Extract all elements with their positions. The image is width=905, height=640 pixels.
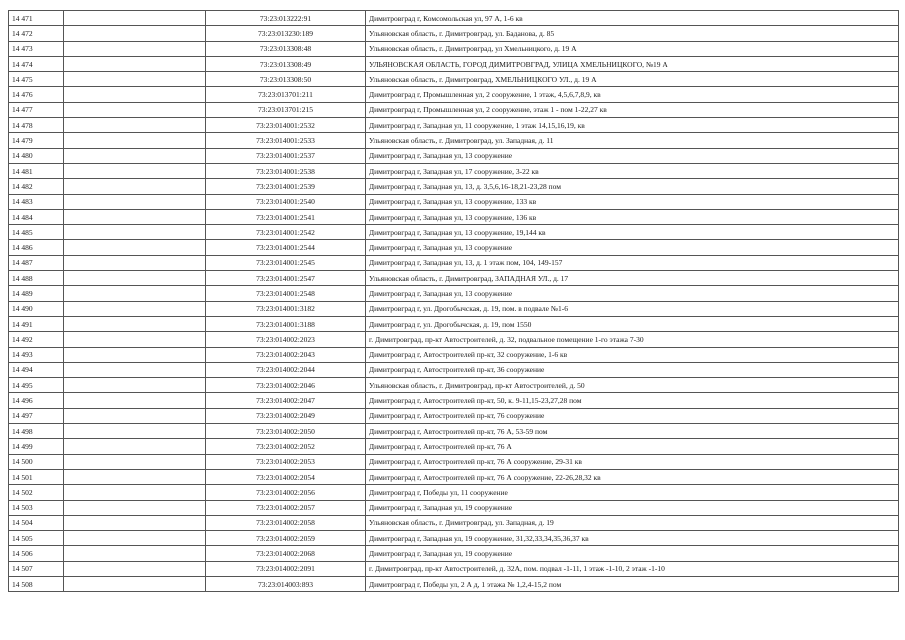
row-number-cell: 14 471 bbox=[9, 11, 64, 26]
cadastral-number-cell: 73:23:014001:2537 bbox=[206, 148, 366, 163]
empty-cell bbox=[64, 362, 206, 377]
empty-cell bbox=[64, 332, 206, 347]
table-row bbox=[9, 240, 899, 255]
address-cell: г. Димитровград, пр-кт Автостроителей, д. 32А, пом. подвал -1-11, 1 этаж -1-10, 2 этаж -1-10 bbox=[366, 561, 899, 576]
cadastral-number-cell: 73:23:014002:2043 bbox=[206, 347, 366, 362]
empty-cell bbox=[64, 255, 206, 270]
cadastral-number-cell: 73:23:014001:2542 bbox=[206, 225, 366, 240]
cadastral-number-cell: 73:23:014001:2540 bbox=[206, 194, 366, 209]
row-number-cell: 14 489 bbox=[9, 286, 64, 301]
table-row bbox=[9, 163, 899, 178]
address-cell: Димитровград г, ул. Дрогобычская, д. 19, пом 1550 bbox=[366, 316, 899, 331]
row-number-cell: 14 494 bbox=[9, 362, 64, 377]
row-number-cell: 14 476 bbox=[9, 87, 64, 102]
empty-cell bbox=[64, 316, 206, 331]
address-cell: Димитровград г, Западная ул, 17 сооружение, 3-22 кв bbox=[366, 163, 899, 178]
cadastral-number-cell: 73:23:013701:211 bbox=[206, 87, 366, 102]
cadastral-number-cell: 73:23:014002:2046 bbox=[206, 378, 366, 393]
row-number-cell: 14 492 bbox=[9, 332, 64, 347]
cadastral-number-cell: 73:23:014003:893 bbox=[206, 576, 366, 591]
empty-cell bbox=[64, 118, 206, 133]
empty-cell bbox=[64, 347, 206, 362]
address-cell: Димитровград г, Автостроителей пр-кт, 76 А bbox=[366, 439, 899, 454]
row-number-cell: 14 488 bbox=[9, 271, 64, 286]
cadastral-number-cell: 73:23:014002:2091 bbox=[206, 561, 366, 576]
cadastral-number-cell: 73:23:014002:2059 bbox=[206, 531, 366, 546]
address-cell: Димитровград г, Западная ул, 13 сооружение bbox=[366, 286, 899, 301]
address-cell: Ульяновская область, г. Димитровград, ул Хмельницкого, д. 19 А bbox=[366, 41, 899, 56]
address-cell: Димитровград г, Комсомольская ул, 97 А, 1-6 кв bbox=[366, 11, 899, 26]
register-table bbox=[8, 10, 899, 592]
table-row bbox=[9, 485, 899, 500]
cadastral-number-cell: 73:23:014001:2539 bbox=[206, 179, 366, 194]
cadastral-number-cell: 73:23:014002:2044 bbox=[206, 362, 366, 377]
cadastral-number-cell: 73:23:013230:189 bbox=[206, 26, 366, 41]
empty-cell bbox=[64, 56, 206, 71]
row-number-cell: 14 479 bbox=[9, 133, 64, 148]
table-row bbox=[9, 546, 899, 561]
table-row bbox=[9, 378, 899, 393]
address-cell: Димитровград г, Западная ул, 13, д. 3,5,6,16-18,21-23,28 пом bbox=[366, 179, 899, 194]
address-cell: Димитровград г, Промышленная ул, 2 сооружение, 1 этаж, 4,5,6,7,8,9, кв bbox=[366, 87, 899, 102]
table-row bbox=[9, 102, 899, 117]
row-number-cell: 14 484 bbox=[9, 209, 64, 224]
table-row bbox=[9, 531, 899, 546]
cadastral-number-cell: 73:23:014001:2548 bbox=[206, 286, 366, 301]
address-cell: Димитровград г, Автостроителей пр-кт, 76 А, 53-59 пом bbox=[366, 424, 899, 439]
row-number-cell: 14 497 bbox=[9, 408, 64, 423]
table-row bbox=[9, 500, 899, 515]
table-row bbox=[9, 11, 899, 26]
table-row bbox=[9, 393, 899, 408]
table-row bbox=[9, 72, 899, 87]
table-row bbox=[9, 332, 899, 347]
table-row bbox=[9, 41, 899, 56]
row-number-cell: 14 503 bbox=[9, 500, 64, 515]
table-row bbox=[9, 26, 899, 41]
row-number-cell: 14 478 bbox=[9, 118, 64, 133]
empty-cell bbox=[64, 26, 206, 41]
address-cell: Димитровград г, Западная ул, 13 сооружение bbox=[366, 240, 899, 255]
table-row bbox=[9, 454, 899, 469]
address-cell: Димитровград г, Западная ул, 11 сооружение, 1 этаж 14,15,16,19, кв bbox=[366, 118, 899, 133]
empty-cell bbox=[64, 133, 206, 148]
empty-cell bbox=[64, 148, 206, 163]
cadastral-number-cell: 73:23:014002:2056 bbox=[206, 485, 366, 500]
address-cell: Димитровград г, Автостроителей пр-кт, 32 сооружение, 1-6 кв bbox=[366, 347, 899, 362]
cadastral-number-cell: 73:23:014001:2547 bbox=[206, 271, 366, 286]
table-row bbox=[9, 286, 899, 301]
cadastral-number-cell: 73:23:014002:2050 bbox=[206, 424, 366, 439]
table-row bbox=[9, 469, 899, 484]
empty-cell bbox=[64, 163, 206, 178]
address-cell: Димитровград г, Западная ул, 19 сооружение, 31,32,33,34,35,36,37 кв bbox=[366, 531, 899, 546]
row-number-cell: 14 493 bbox=[9, 347, 64, 362]
table-row bbox=[9, 515, 899, 530]
empty-cell bbox=[64, 194, 206, 209]
address-cell: Димитровград г, Автостроителей пр-кт, 76 А сооружение, 22-26,28,32 кв bbox=[366, 469, 899, 484]
empty-cell bbox=[64, 485, 206, 500]
row-number-cell: 14 477 bbox=[9, 102, 64, 117]
row-number-cell: 14 500 bbox=[9, 454, 64, 469]
cadastral-number-cell: 73:23:013222:91 bbox=[206, 11, 366, 26]
table-row bbox=[9, 362, 899, 377]
cadastral-number-cell: 73:23:014002:2053 bbox=[206, 454, 366, 469]
empty-cell bbox=[64, 576, 206, 591]
address-cell: Димитровград г, Западная ул, 19 сооружение bbox=[366, 500, 899, 515]
address-cell: Димитровград г, Автостроителей пр-кт, 36 сооружение bbox=[366, 362, 899, 377]
cadastral-number-cell: 73:23:014002:2049 bbox=[206, 408, 366, 423]
address-cell: Ульяновская область, г. Димитровград, ХМЕЛЬНИЦКОГО УЛ., д. 19 А bbox=[366, 72, 899, 87]
row-number-cell: 14 481 bbox=[9, 163, 64, 178]
address-cell: Димитровград г, ул. Дрогобычская, д. 19, пом. в подвале №1-6 bbox=[366, 301, 899, 316]
table-row bbox=[9, 301, 899, 316]
empty-cell bbox=[64, 11, 206, 26]
table-row bbox=[9, 347, 899, 362]
table-row bbox=[9, 148, 899, 163]
cadastral-number-cell: 73:23:013308:49 bbox=[206, 56, 366, 71]
empty-cell bbox=[64, 561, 206, 576]
empty-cell bbox=[64, 225, 206, 240]
address-cell: г. Димитровград, пр-кт Автостроителей, д. 32, подвальное помещение 1-го этажа 7-30 bbox=[366, 332, 899, 347]
empty-cell bbox=[64, 515, 206, 530]
address-cell: Димитровград г, Победы ул, 2 А д, 1 этажа № 1,2,4-15,2 пом bbox=[366, 576, 899, 591]
empty-cell bbox=[64, 408, 206, 423]
table-row bbox=[9, 179, 899, 194]
row-number-cell: 14 502 bbox=[9, 485, 64, 500]
row-number-cell: 14 499 bbox=[9, 439, 64, 454]
cadastral-number-cell: 73:23:014002:2023 bbox=[206, 332, 366, 347]
cadastral-number-cell: 73:23:014001:2544 bbox=[206, 240, 366, 255]
row-number-cell: 14 495 bbox=[9, 378, 64, 393]
table-row bbox=[9, 194, 899, 209]
empty-cell bbox=[64, 424, 206, 439]
address-cell: Ульяновская область, г. Димитровград, ул. Западная, д. 19 bbox=[366, 515, 899, 530]
address-cell: Димитровград г, Западная ул, 13 сооружение, 133 кв bbox=[366, 194, 899, 209]
empty-cell bbox=[64, 378, 206, 393]
table-row bbox=[9, 56, 899, 71]
address-cell: Димитровград г, Западная ул, 13, д. 1 этаж пом, 104, 149-157 bbox=[366, 255, 899, 270]
table-row bbox=[9, 209, 899, 224]
cadastral-number-cell: 73:23:014002:2057 bbox=[206, 500, 366, 515]
cadastral-number-cell: 73:23:014001:2532 bbox=[206, 118, 366, 133]
table-row bbox=[9, 225, 899, 240]
empty-cell bbox=[64, 500, 206, 515]
empty-cell bbox=[64, 454, 206, 469]
address-cell: Димитровград г, Западная ул, 13 сооружение, 19,144 кв bbox=[366, 225, 899, 240]
cadastral-number-cell: 73:23:014001:2541 bbox=[206, 209, 366, 224]
table-row bbox=[9, 133, 899, 148]
row-number-cell: 14 487 bbox=[9, 255, 64, 270]
address-cell: Ульяновская область, г. Димитровград, ул. Баданова, д. 85 bbox=[366, 26, 899, 41]
empty-cell bbox=[64, 271, 206, 286]
empty-cell bbox=[64, 41, 206, 56]
cadastral-number-cell: 73:23:014001:2533 bbox=[206, 133, 366, 148]
row-number-cell: 14 490 bbox=[9, 301, 64, 316]
address-cell: Ульяновская область, г. Димитровград, ЗАПАДНАЯ УЛ., д. 17 bbox=[366, 271, 899, 286]
table-row bbox=[9, 255, 899, 270]
empty-cell bbox=[64, 72, 206, 87]
cadastral-number-cell: 73:23:014002:2058 bbox=[206, 515, 366, 530]
address-cell: Димитровград г, Автостроителей пр-кт, 76 А сооружение, 29-31 кв bbox=[366, 454, 899, 469]
empty-cell bbox=[64, 393, 206, 408]
row-number-cell: 14 508 bbox=[9, 576, 64, 591]
empty-cell bbox=[64, 209, 206, 224]
row-number-cell: 14 505 bbox=[9, 531, 64, 546]
table-row bbox=[9, 316, 899, 331]
row-number-cell: 14 473 bbox=[9, 41, 64, 56]
address-cell: Ульяновская область, г. Димитровград, пр-кт Автостроителей, д. 50 bbox=[366, 378, 899, 393]
address-cell: Димитровград г, Промышленная ул, 2 сооружение, этаж 1 - пом 1-22,27 кв bbox=[366, 102, 899, 117]
row-number-cell: 14 475 bbox=[9, 72, 64, 87]
cadastral-number-cell: 73:23:014001:3182 bbox=[206, 301, 366, 316]
cadastral-number-cell: 73:23:013308:48 bbox=[206, 41, 366, 56]
row-number-cell: 14 496 bbox=[9, 393, 64, 408]
address-cell: Ульяновская область, г. Димитровград, ул. Западная, д. 11 bbox=[366, 133, 899, 148]
empty-cell bbox=[64, 286, 206, 301]
table-row bbox=[9, 118, 899, 133]
cadastral-number-cell: 73:23:014001:2545 bbox=[206, 255, 366, 270]
empty-cell bbox=[64, 531, 206, 546]
address-cell: Димитровград г, Западная ул, 19 сооружение bbox=[366, 546, 899, 561]
row-number-cell: 14 501 bbox=[9, 469, 64, 484]
empty-cell bbox=[64, 179, 206, 194]
empty-cell bbox=[64, 546, 206, 561]
cadastral-number-cell: 73:23:014002:2047 bbox=[206, 393, 366, 408]
empty-cell bbox=[64, 87, 206, 102]
table-row bbox=[9, 576, 899, 591]
address-cell: Димитровград г, Западная ул, 13 сооружение, 136 кв bbox=[366, 209, 899, 224]
table-row bbox=[9, 424, 899, 439]
cadastral-number-cell: 73:23:014002:2052 bbox=[206, 439, 366, 454]
row-number-cell: 14 486 bbox=[9, 240, 64, 255]
row-number-cell: 14 498 bbox=[9, 424, 64, 439]
table-row bbox=[9, 408, 899, 423]
empty-cell bbox=[64, 439, 206, 454]
cadastral-number-cell: 73:23:014002:2068 bbox=[206, 546, 366, 561]
cadastral-number-cell: 73:23:014001:3188 bbox=[206, 316, 366, 331]
cadastral-number-cell: 73:23:014002:2054 bbox=[206, 469, 366, 484]
row-number-cell: 14 483 bbox=[9, 194, 64, 209]
address-cell: Димитровград г, Автостроителей пр-кт, 50, к. 9-11,15-23,27,28 пом bbox=[366, 393, 899, 408]
row-number-cell: 14 472 bbox=[9, 26, 64, 41]
row-number-cell: 14 491 bbox=[9, 316, 64, 331]
address-cell: Димитровград г, Западная ул, 13 сооружение bbox=[366, 148, 899, 163]
empty-cell bbox=[64, 102, 206, 117]
cadastral-number-cell: 73:23:013308:50 bbox=[206, 72, 366, 87]
cadastral-number-cell: 73:23:013701:215 bbox=[206, 102, 366, 117]
table-row bbox=[9, 271, 899, 286]
row-number-cell: 14 482 bbox=[9, 179, 64, 194]
address-cell: Димитровград г, Победы ул, 11 сооружение bbox=[366, 485, 899, 500]
empty-cell bbox=[64, 240, 206, 255]
row-number-cell: 14 480 bbox=[9, 148, 64, 163]
row-number-cell: 14 485 bbox=[9, 225, 64, 240]
empty-cell bbox=[64, 301, 206, 316]
row-number-cell: 14 506 bbox=[9, 546, 64, 561]
empty-cell bbox=[64, 469, 206, 484]
address-cell: УЛЬЯНОВСКАЯ ОБЛАСТЬ, ГОРОД ДИМИТРОВГРАД, УЛИЦА ХМЕЛЬНИЦКОГО, №19 А bbox=[366, 56, 899, 71]
row-number-cell: 14 507 bbox=[9, 561, 64, 576]
table-body bbox=[9, 11, 899, 592]
table-row bbox=[9, 87, 899, 102]
row-number-cell: 14 474 bbox=[9, 56, 64, 71]
row-number-cell: 14 504 bbox=[9, 515, 64, 530]
cadastral-number-cell: 73:23:014001:2538 bbox=[206, 163, 366, 178]
address-cell: Димитровград г, Автостроителей пр-кт, 76 сооружение bbox=[366, 408, 899, 423]
table-row bbox=[9, 561, 899, 576]
table-row bbox=[9, 439, 899, 454]
